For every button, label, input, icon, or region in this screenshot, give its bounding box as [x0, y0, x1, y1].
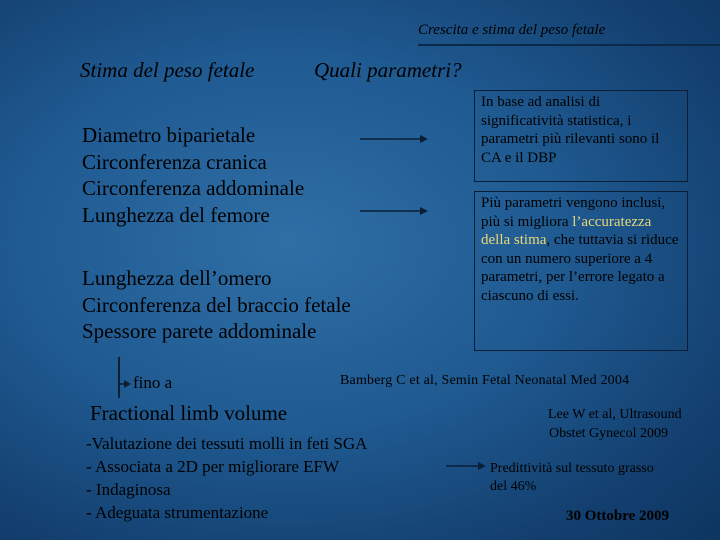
- bullet-item: - Indaginosa: [86, 480, 171, 499]
- accuracy-note-text-before: Più parametri vengono inclusi, più si migliora: [481, 195, 666, 230]
- connector-line: [118, 357, 120, 398]
- reference-lee: [548, 405, 682, 443]
- predictivity-line: del 46%: [490, 479, 537, 494]
- parameter-item: Lunghezza dell’omero: [82, 266, 272, 290]
- accuracy-note-box: [474, 191, 688, 351]
- parameter-item: Spessore parete addominale: [82, 319, 317, 343]
- bullet-item: - Adeguata strumentazione: [86, 503, 269, 522]
- significance-note-text: In base ad analisi di significatività statistica, i parametri più rilevanti sono il CA e il DBP: [481, 94, 660, 166]
- parameter-item: Circonferenza addominale: [82, 176, 305, 200]
- slide-header-title: Crescita e stima del peso fetale: [418, 22, 606, 38]
- predictivity-note: [490, 460, 654, 496]
- fractional-limb-volume-heading: Fractional limb volume: [90, 401, 288, 425]
- section-heading-left: Stima del peso fetale: [80, 58, 255, 82]
- main-parameter-list: [82, 122, 304, 228]
- parameter-item: Circonferenza cranica: [82, 149, 267, 174]
- fino-a-label: fino a: [133, 373, 173, 392]
- parameter-item: Circonferenza del braccio fetale: [82, 292, 351, 317]
- bullet-item: -Valutazione dei tessuti molli in feti SGA: [86, 434, 368, 453]
- slide-date: 30 Ottobre 2009: [566, 508, 670, 524]
- parameter-item: Lunghezza del femore: [82, 202, 270, 227]
- accuracy-highlight: l’accuratezza della stima: [481, 213, 652, 248]
- arrow-right-icon: [358, 204, 430, 218]
- accuracy-note-text-after: , che tuttavia si riduce con un numero superiore a 4 parametri, per l’errore legato a ciascuno di essi.: [481, 232, 679, 304]
- predictivity-line: Predittività sul tessuto grasso: [490, 461, 654, 476]
- significance-note-box: [474, 90, 688, 182]
- header-divider: [418, 44, 720, 46]
- section-heading-right: Quali parametri?: [314, 58, 462, 82]
- arrow-right-icon: [444, 459, 488, 473]
- reference-line: Obstet Gynecol 2009: [549, 426, 668, 441]
- fractional-limb-bullets: [86, 432, 367, 524]
- arrow-right-icon: [358, 132, 430, 146]
- reference-line: Lee W et al, Ultrasound: [548, 407, 682, 422]
- reference-bamberg: Bamberg C et al, Semin Fetal Neonatal Med 2004: [340, 373, 630, 388]
- other-parameter-list: [82, 265, 351, 345]
- bullet-item: - Associata a 2D per migliorare EFW: [86, 457, 340, 476]
- parameter-item: Diametro biparietale: [82, 123, 256, 147]
